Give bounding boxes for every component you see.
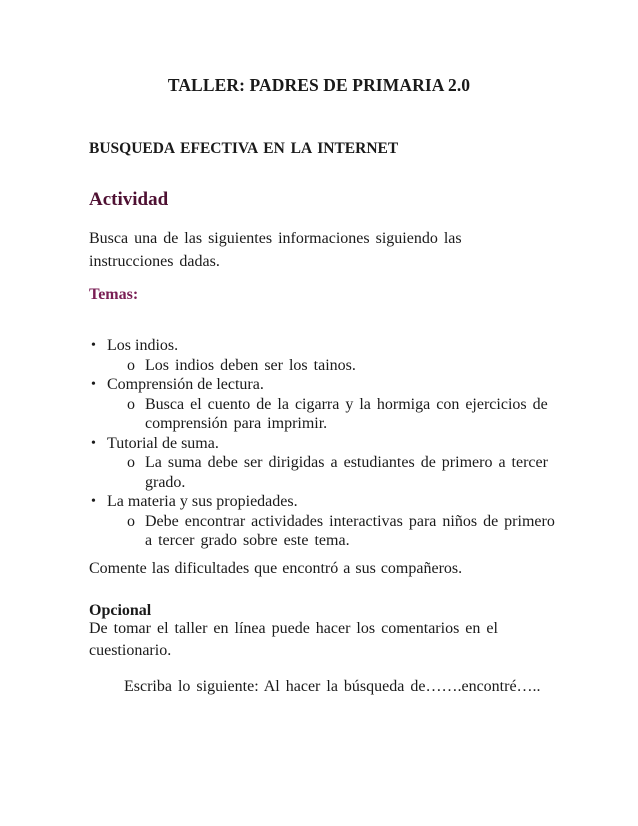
sub-list-item <box>107 395 559 434</box>
bullet-icon: • <box>91 494 96 509</box>
circle-bullet-icon: o <box>127 512 135 530</box>
topic-detail: Los indios deben ser los tainos. <box>145 356 356 374</box>
list-item <box>89 492 559 551</box>
sub-list <box>107 395 559 434</box>
topics-list <box>89 336 559 551</box>
opcional-heading: Opcional <box>89 602 152 619</box>
opcional-paragraph: De tomar el taller en línea puede hacer los comentarios en el cuestionario. <box>89 620 498 659</box>
bullet-icon: • <box>91 377 96 392</box>
comment-paragraph: Comente las dificultades que encontró a sus compañeros. <box>89 560 463 577</box>
topic-detail: Debe encontrar actividades interactivas para niños de primero a tercer grado sobre este tema. <box>145 512 555 549</box>
topic-label: Tutorial de suma. <box>107 434 219 452</box>
actividad-heading: Actividad <box>89 189 169 210</box>
topic-label: La materia y sus propiedades. <box>107 493 298 510</box>
bullet-icon: • <box>91 338 96 353</box>
document-title: TALLER: PADRES DE PRIMARIA 2.0 <box>167 75 471 95</box>
circle-bullet-icon: o <box>127 395 135 413</box>
topic-label: Comprensión de lectura. <box>107 376 264 393</box>
sub-list-item <box>107 453 559 492</box>
circle-bullet-icon: o <box>127 454 135 471</box>
circle-bullet-icon: o <box>127 356 135 374</box>
topic-label: Los indios. <box>107 337 179 354</box>
sub-list <box>107 356 559 376</box>
sub-list <box>107 512 559 551</box>
instruction-line: Escriba lo siguiente: Al hacer la búsqueda de…….encontré….. <box>124 678 541 695</box>
list-item <box>89 375 559 434</box>
temas-heading: Temas: <box>89 286 139 303</box>
list-item <box>89 336 559 375</box>
topic-detail: Busca el cuento de la cigarra y la hormiga con ejercicios de comprensión para imprimir. <box>145 395 548 432</box>
bullet-icon: • <box>91 435 96 451</box>
list-item <box>89 434 559 493</box>
intro-paragraph: Busca una de las siguientes informaciones siguiendo las instrucciones dadas. <box>89 230 462 270</box>
document-subtitle: BUSQUEDA EFECTIVA EN LA INTERNET <box>89 140 399 157</box>
sub-list <box>107 453 559 492</box>
sub-list-item <box>107 356 559 376</box>
topic-detail: La suma debe ser dirigidas a estudiantes de primero a tercer grado. <box>145 454 548 491</box>
sub-list-item <box>107 512 559 551</box>
